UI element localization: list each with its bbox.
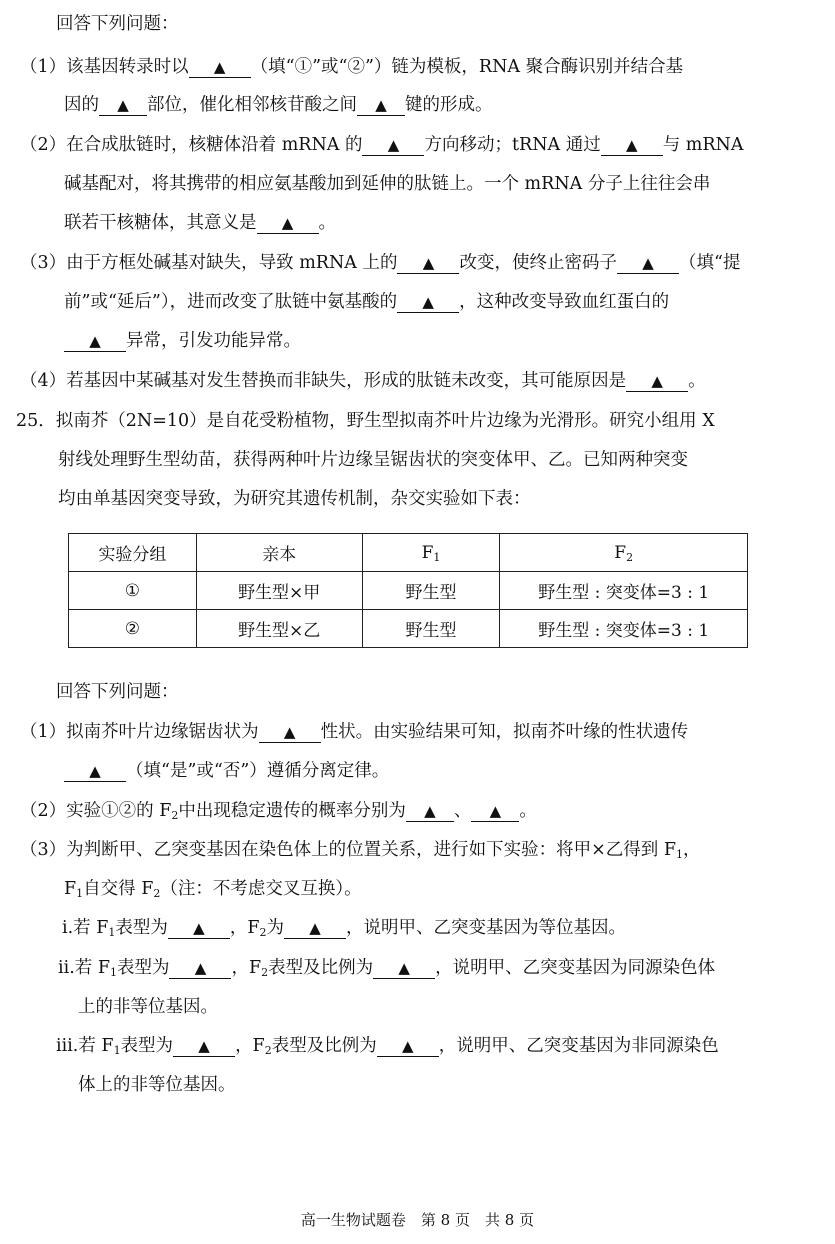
table-cell: 野生型 : 突变体=3 : 1 xyxy=(500,572,748,610)
table-header: 亲本 xyxy=(196,534,362,572)
table-header-row xyxy=(69,534,748,572)
answer-blank[interactable] xyxy=(377,1036,439,1057)
answer-blank[interactable] xyxy=(99,95,147,116)
q25-part1-line2: ▲（填“是”或“否”）遵循分离定律。 xyxy=(64,759,389,783)
answer-blank[interactable] xyxy=(169,958,231,979)
table-header: 实验分组 xyxy=(69,534,197,572)
answer-blank[interactable] xyxy=(373,958,435,979)
answer-blank[interactable] xyxy=(617,253,679,274)
answer-blank[interactable] xyxy=(397,292,459,313)
q25-case-ii-line1: ⅱ.若 $F_1$表型为▲ ，$F_2$表型及比例为▲ ，说明甲、乙突变基因为同源染色体 xyxy=(58,956,715,980)
table-cell: ② xyxy=(69,610,197,648)
answer-blank[interactable] xyxy=(173,1036,235,1057)
q25-line2: 射线处理野生型幼苗，获得两种叶片边缘呈锯齿状的突变体甲、乙。已知两种突变 xyxy=(58,450,688,470)
answer-blank[interactable] xyxy=(471,801,519,822)
page-footer: 高一生物试题卷 第 8 页 共 8 页 xyxy=(300,1211,535,1229)
q24-part3-line1: （3）由于方框处碱基对缺失，导致 mRNA 上的▲ 改变，使终止密码子▲ （填“提 xyxy=(20,251,740,275)
table-cell: 野生型×甲 xyxy=(196,572,362,610)
q24-part2-line1: （2）在合成肽链时，核糖体沿着 mRNA 的▲ 方向移动；tRNA 通过▲ 与 mRNA xyxy=(20,133,744,157)
answer-intro: 回答下列问题： xyxy=(56,14,179,34)
table-cell: 野生型×乙 xyxy=(196,610,362,648)
table-header: $F_2$ xyxy=(500,534,748,572)
q25-part3-line1: （3）为判断甲、乙突变基因在染色体上的位置关系，进行如下实验：将甲×乙得到 $F_1$， xyxy=(20,840,701,861)
q24-part1-line2: 因的▲ 部位，催化相邻核苷酸之间▲ 键的形成。 xyxy=(64,93,493,117)
q25-line1: 25．拟南芥（2N=10）是自花受粉植物，野生型拟南芥叶片边缘为光滑形。研究小组用 X xyxy=(16,411,715,431)
answer-blank[interactable] xyxy=(362,135,424,156)
q25-case-ii-line2: 上的非等位基因。 xyxy=(78,997,218,1017)
experiment-table xyxy=(68,533,748,648)
q25-case-iii-line2: 体上的非等位基因。 xyxy=(78,1075,236,1095)
table-cell: 野生型 : 突变体=3 : 1 xyxy=(500,610,748,648)
q25-case-i: ⅰ.若 $F_1$表型为▲ ，$F_2$为▲ ，说明甲、乙突变基因为等位基因。 xyxy=(62,916,626,940)
q25-part2-line1: （2）实验①②的 $F_2$中出现稳定遗传的概率分别为▲ 、▲ 。 xyxy=(20,799,537,823)
answer-blank[interactable] xyxy=(397,253,459,274)
q24-part2-line3: 联若干核糖体，其意义是▲ 。 xyxy=(64,211,336,235)
answer-blank[interactable] xyxy=(284,918,346,939)
table-cell: ① xyxy=(69,572,197,610)
answer-blank[interactable] xyxy=(259,722,321,743)
table-header: $F_1$ xyxy=(362,534,500,572)
answer-blank[interactable] xyxy=(168,918,230,939)
q24-part1-line1: （1）该基因转录时以▲ （填“①”或“②”）链为模板，RNA 聚合酶识别并结合基 xyxy=(20,55,683,79)
answer-blank[interactable] xyxy=(64,761,126,782)
q24-part2-line2: 碱基配对，将其携带的相应氨基酸加到延伸的肽链上。一个 mRNA 分子上往往会串 xyxy=(64,174,711,194)
q25-part1-line1: （1）拟南芥叶片边缘锯齿状为▲ 性状。由实验结果可知，拟南芥叶缘的性状遗传 xyxy=(20,720,688,744)
table-cell: 野生型 xyxy=(362,572,500,610)
q25-line3: 均由单基因突变导致，为研究其遗传机制，杂交实验如下表： xyxy=(58,489,531,509)
q24-part4-line1: （4）若基因中某碱基对发生替换而非缺失，形成的肽链未改变，其可能原因是▲ 。 xyxy=(20,369,706,393)
answer-blank[interactable] xyxy=(257,213,319,234)
answer-blank[interactable] xyxy=(189,57,251,78)
answer-blank[interactable] xyxy=(357,95,405,116)
table-row xyxy=(69,610,748,648)
q24-part3-line3: ▲异常，引发功能异常。 xyxy=(64,329,301,353)
answer-blank[interactable] xyxy=(601,135,663,156)
answer-blank[interactable] xyxy=(626,371,688,392)
answer-blank[interactable] xyxy=(64,331,126,352)
answer-blank[interactable] xyxy=(406,801,454,822)
q24-part3-line2: 前”或“延后”），进而改变了肽链中氨基酸的▲ ，这种改变导致血红蛋白的 xyxy=(64,290,669,314)
q25-case-iii-line1: ⅲ.若 $F_1$表型为▲ ，$F_2$表型及比例为▲ ，说明甲、乙突变基因为非同源染色 xyxy=(56,1034,719,1058)
answer-intro: 回答下列问题： xyxy=(56,682,179,702)
table-cell: 野生型 xyxy=(362,610,500,648)
q25-part3-line2: $F_1$自交得 $F_2$（注：不考虑交叉互换）。 xyxy=(64,879,362,900)
table-row xyxy=(69,572,748,610)
